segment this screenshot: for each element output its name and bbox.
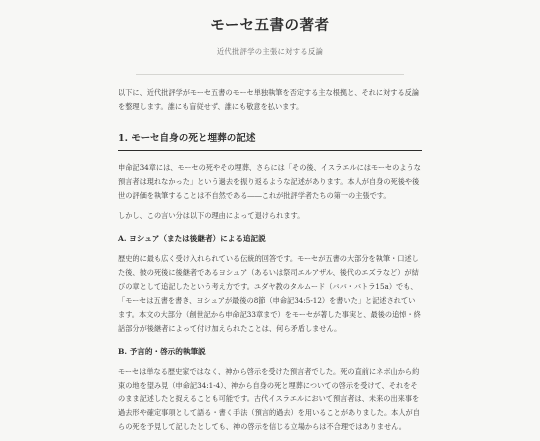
section-1-heading: 1. モーセ自身の死と埋葬の記述 [118, 132, 422, 151]
page-title: モーセ五書の著者 [210, 17, 330, 34]
page-subtitle: 近代批評学の主張に対する反論 [216, 47, 324, 56]
subsection-b-heading: B. 予言的・啓示的執筆説 [118, 346, 206, 356]
article-body [118, 86, 422, 441]
subsection-a-paragraph: 歴史的に最も広く受け入れられている伝統的回答です。モーセが五書の大部分を執筆・口述した後、彼の死後に後継者であるヨシュア（あるいは祭司エルアザル、後代のエズラなど）が結びの章として追記したという考え方です。ユダヤ教のタルムード（ババ・バトラ15a）でも、「モーセは五書を書き、ヨシュアが最後の8節（申命記34:5-12）を書いた」と記述されています。本文の大部分（創世記から申命記33章まで）をモーセが著した事実と、最後の追悼・終話部分が後継者によって付け加えられたことは、何ら矛盾しません。 [118, 254, 421, 333]
subsection-b-paragraph: モーセは単なる歴史家ではなく、神から啓示を受けた預言者でした。死の直前にネボ山から約束の地を望み見（申命記34:1-4）、神から自身の死と埋葬についての啓示を受けて、それをそのまま記述したと捉えることも可能です。古代イスラエルにおいて預言者は、未来の出来事を過去形や確定事項として語る・書く手法（預言的過去）を用いることがありました。本人が自らの死を予見して記したとしても、神の啓示を信じる立場からは不合理ではありません。 [118, 366, 420, 432]
header-divider [136, 74, 404, 75]
subsection-a-heading: A. ヨシュア（または後継者）による追記説 [118, 234, 266, 244]
section-1-paragraph-1: 申命記34章には、モーセの死やその埋葬、さらには「その後、イスラエルにはモーセのような預言者は現れなかった」という過去を振り返るような記述があります。本人が自身の死後や後世の評価を執筆することは不自然である――これが批評学者たちの第一の主張です。 [118, 162, 421, 200]
section-1-paragraph-2: しかし、この言い分は以下の理由によって退けられます。 [118, 211, 305, 221]
intro-paragraph: 以下に、近代批評学がモーセ五書のモーセ単独執筆を否定する主な根拠と、それに対する反論を整理します。誰にも盲従せず、誰にも敬意を払います。 [118, 88, 420, 111]
document-header [0, 0, 540, 75]
